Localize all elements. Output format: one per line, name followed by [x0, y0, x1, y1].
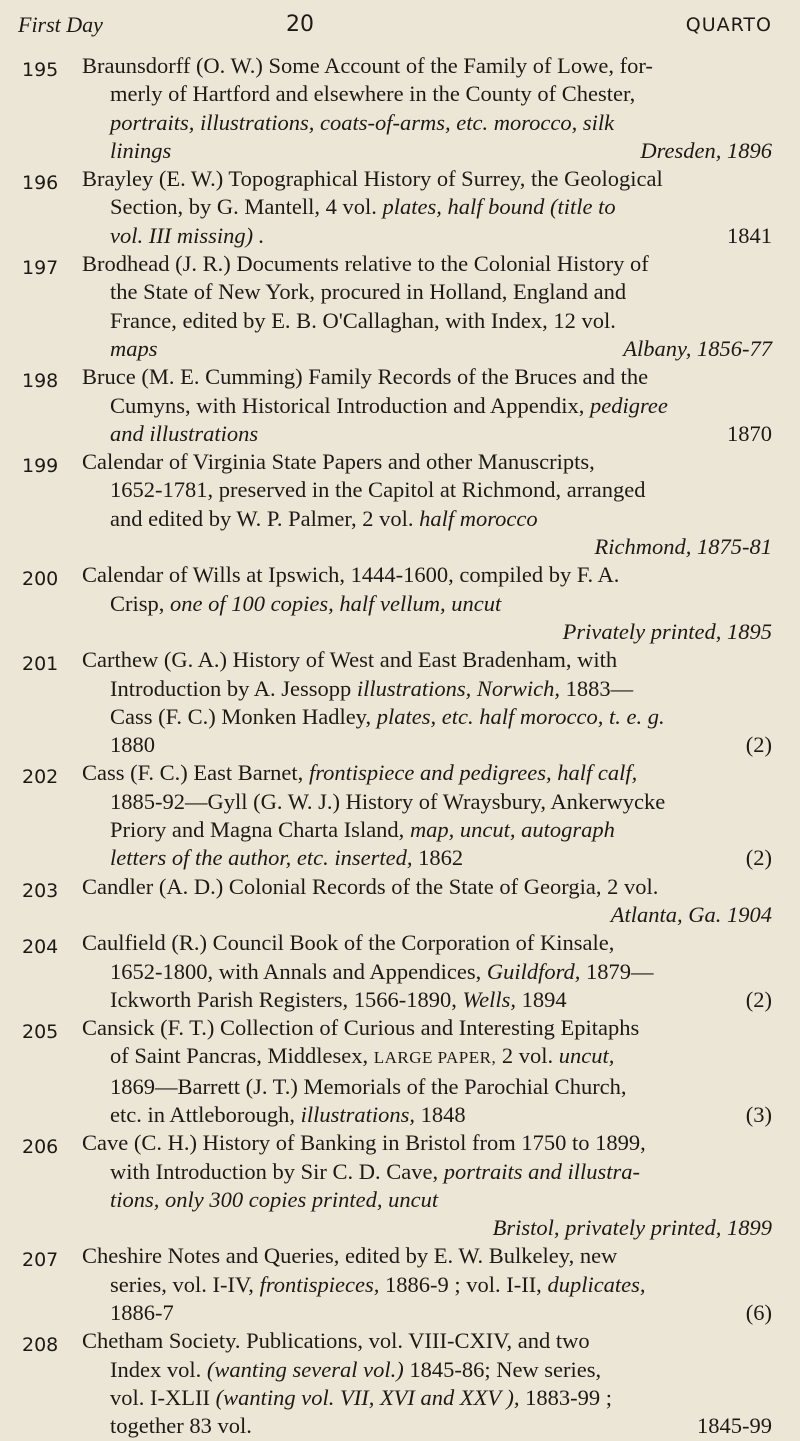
entry-line	[82, 1271, 772, 1299]
catalogue-entries	[0, 52, 800, 1441]
entry-line: 1652-1781, preserved in the Capitol at Richmond, arranged	[110, 477, 646, 503]
entry-line: Brayley (E. W.) Topographical History of Surrey, the Geological	[82, 166, 663, 192]
entry-note: portraits and illustra-	[443, 1158, 641, 1184]
lot-number: 196	[22, 172, 59, 195]
entry-line	[82, 590, 772, 618]
entry-note: illustrations, Norwich,	[356, 675, 561, 701]
entry-line: Chetham Society. Publications, vol. VIII-CXIV, and two	[82, 1328, 590, 1354]
entry-line: portraits, illustrations, coats-of-arms, etc. morocco, silk	[110, 109, 615, 135]
entry-line	[82, 816, 772, 844]
entry-note: plates, half bound (title to	[382, 194, 616, 220]
entry-line: Brodhead (J. R.) Documents relative to the Colonial History of	[82, 251, 649, 277]
lot-number: 200	[22, 568, 59, 591]
entry-count: (3)	[745, 1101, 772, 1127]
entry-line	[82, 731, 772, 759]
entry-line	[82, 1356, 772, 1384]
entry-line: Caulfield (R.) Council Book of the Corporation of Kinsale,	[82, 930, 615, 956]
lot-number: 197	[22, 257, 59, 280]
entry-note: plates, etc. half morocco, t. e. g.	[376, 703, 665, 729]
entry-line: 1869—Barrett (J. T.) Memorials of the Parochial Church,	[110, 1073, 627, 1099]
entry-line: Cheshire Notes and Queries, edited by E. W. Bulkeley, new	[82, 1243, 618, 1269]
entry-text: Cass (F. C.) East Barnet,	[82, 760, 304, 786]
entry-text: Introduction by A. Jessopp	[110, 675, 352, 701]
entry-note: (wanting vol. VII, XVI and XXV ),	[215, 1384, 520, 1410]
entry-line: Calendar of Wills at Ipswich, 1444-1600, compiled by F. A.	[82, 562, 620, 588]
lot-number: 204	[22, 936, 59, 959]
entry-text: 1886-9 ; vol. I-II,	[384, 1271, 542, 1297]
entry-text: with Introduction by Sir C. D. Cave,	[110, 1158, 439, 1184]
entry-note: and illustrations	[110, 420, 259, 446]
lot-number: 198	[22, 370, 59, 393]
entry-text: and edited by W. P. Palmer, 2 vol.	[110, 505, 414, 531]
entry-line	[82, 986, 772, 1014]
lot-number: 199	[22, 455, 59, 478]
entry-line	[82, 420, 772, 448]
entry-note: maps	[110, 335, 158, 361]
entry-text: Cass (F. C.) Monken Hadley,	[110, 703, 372, 729]
catalogue-entry	[0, 759, 800, 872]
entry-line	[82, 1299, 772, 1327]
entry-line: France, edited by E. B. O'Callaghan, with Index, 12 vol.	[110, 307, 616, 333]
lot-number: 206	[22, 1136, 59, 1159]
entry-line: Carthew (G. A.) History of West and East Bradenham, with	[82, 647, 618, 673]
entry-line	[82, 844, 772, 872]
catalogue-entry	[0, 1129, 800, 1242]
catalogue-entry	[0, 363, 800, 448]
catalogue-entry	[0, 1014, 800, 1129]
entry-note: pedigree	[589, 392, 668, 418]
entry-text: Index vol.	[110, 1356, 202, 1382]
entry-line	[82, 1384, 772, 1412]
entry-imprint: Richmond, 1875-81	[594, 534, 772, 560]
entry-note: Guildford,	[486, 958, 581, 984]
entry-text: Crisp,	[110, 590, 165, 616]
entry-text: 1883—	[565, 675, 634, 701]
entry-note: half morocco	[419, 505, 538, 531]
entry-text: vol. I-XLII	[110, 1384, 210, 1410]
entry-text: together 83 vol.	[110, 1413, 252, 1439]
section-label: QUARTO	[685, 14, 772, 36]
lot-number: 195	[22, 59, 59, 81]
entry-note: Wells,	[462, 986, 517, 1012]
entry-line	[82, 759, 772, 787]
entry-text: 1862	[418, 845, 464, 871]
entry-text: etc. in Attleborough,	[110, 1101, 295, 1127]
entry-note: (wanting several vol.)	[206, 1356, 404, 1382]
lot-number: 202	[22, 766, 59, 789]
entry-text: 1848	[420, 1101, 466, 1127]
entry-text: 1845-86; New series,	[409, 1356, 602, 1382]
entry-line	[82, 675, 772, 703]
entry-imprint: 1845-99	[697, 1413, 772, 1439]
entry-text: Priory and Magna Charta Island,	[110, 817, 405, 843]
entry-imprint: Atlanta, Ga. 1904	[610, 901, 772, 927]
lot-number: 201	[22, 653, 59, 676]
entry-note: one of 100 copies, half vellum, uncut	[170, 590, 502, 616]
entry-imprint: 1841	[727, 222, 772, 248]
entry-text: 1880	[110, 732, 155, 758]
entry-line	[82, 1042, 772, 1072]
entry-text: Ickworth Parish Registers, 1566-1890,	[110, 986, 457, 1012]
catalogue-entry	[0, 1327, 800, 1440]
entry-line	[82, 335, 772, 363]
lot-number: 207	[22, 1249, 59, 1272]
entry-line	[82, 703, 772, 731]
lot-number: 208	[22, 1334, 59, 1357]
entry-line: merly of Hartford and elsewhere in the County of Chester,	[110, 81, 636, 107]
catalogue-entry	[0, 929, 800, 1014]
catalogue-entry	[0, 52, 800, 165]
entry-imprint: Albany, 1856-77	[623, 335, 772, 361]
entry-line: Cave (C. H.) History of Banking in Bristol from 1750 to 1899,	[82, 1130, 646, 1156]
entry-note: map, uncut, autograph	[409, 817, 615, 843]
entry-line	[82, 958, 772, 986]
entry-text: Section, by G. Mantell, 4 vol.	[110, 194, 377, 220]
catalogue-entry	[0, 646, 800, 759]
lot-number: 205	[22, 1021, 59, 1044]
entry-line: Candler (A. D.) Colonial Records of the State of Georgia, 2 vol.	[82, 873, 659, 899]
entry-line	[82, 1158, 772, 1186]
entry-line: Calendar of Virginia State Papers and other Manuscripts,	[82, 449, 595, 475]
entry-text: 1652-1800, with Annals and Appendices,	[110, 958, 482, 984]
entry-line	[82, 193, 772, 221]
entry-note: uncut,	[558, 1043, 615, 1069]
entry-text: 1883-99 ;	[525, 1384, 612, 1410]
entry-imprint: Bristol, privately printed, 1899	[492, 1215, 772, 1241]
running-title: First Day	[18, 12, 103, 37]
entry-line	[82, 222, 772, 250]
catalogue-entry	[0, 561, 800, 646]
catalogue-entry	[0, 165, 800, 250]
entry-line: tions, only 300 copies printed, uncut	[110, 1186, 439, 1212]
entry-note: frontispieces,	[259, 1271, 380, 1297]
entry-line: Bruce (M. E. Cumming) Family Records of the Bruces and the	[82, 364, 649, 390]
entry-line	[82, 137, 772, 165]
entry-note: duplicates,	[547, 1271, 646, 1297]
entry-text: 2 vol.	[501, 1043, 554, 1069]
catalogue-entry	[0, 448, 800, 561]
lot-number: 203	[22, 879, 59, 902]
entry-line: Cansick (F. T.) Collection of Curious and Interesting Epitaphs	[82, 1015, 640, 1041]
catalogue-entry	[0, 1242, 800, 1327]
page-number: 20	[286, 12, 314, 37]
entry-line	[82, 1101, 772, 1129]
entry-text: of Saint Pancras, Middlesex,	[110, 1043, 369, 1069]
entry-imprint: Privately printed, 1895	[562, 618, 772, 644]
entry-line	[82, 1412, 772, 1440]
entry-note: letters of the author, etc. inserted,	[110, 845, 413, 871]
entry-line	[82, 505, 772, 533]
entry-note: vol. III missing) .	[110, 222, 265, 248]
entry-text: series, vol. I-IV,	[110, 1271, 254, 1297]
entry-note: linings	[110, 137, 172, 163]
entry-line: 1885-92—Gyll (G. W. J.) History of Wraysbury, Ankerwycke	[110, 788, 666, 814]
entry-line: the State of New York, procured in Holland, England and	[110, 279, 627, 305]
entry-imprint: 1870	[727, 420, 772, 446]
entry-text: Cumyns, with Historical Introduction and Appendix,	[110, 392, 585, 418]
entry-text: 1894	[521, 986, 567, 1012]
entry-count: (2)	[745, 732, 772, 758]
entry-note: frontispiece and pedigrees, half calf,	[308, 760, 638, 786]
catalogue-entry	[0, 250, 800, 363]
entry-count: (2)	[745, 986, 772, 1012]
entry-text: 1886-7	[110, 1300, 174, 1326]
entry-imprint: Dresden, 1896	[640, 137, 772, 163]
catalogue-entry	[0, 873, 800, 930]
entry-count: (6)	[745, 1300, 772, 1326]
entry-line	[82, 392, 772, 420]
entry-text: 1879—	[586, 958, 654, 984]
page-header	[18, 6, 772, 46]
entry-smallcaps: LARGE PAPER,	[373, 1048, 497, 1068]
entry-count: (2)	[745, 845, 772, 871]
entry-note: illustrations,	[300, 1101, 415, 1127]
entry-line: Braunsdorff (O. W.) Some Account of the Family of Lowe, for-	[82, 53, 653, 78]
